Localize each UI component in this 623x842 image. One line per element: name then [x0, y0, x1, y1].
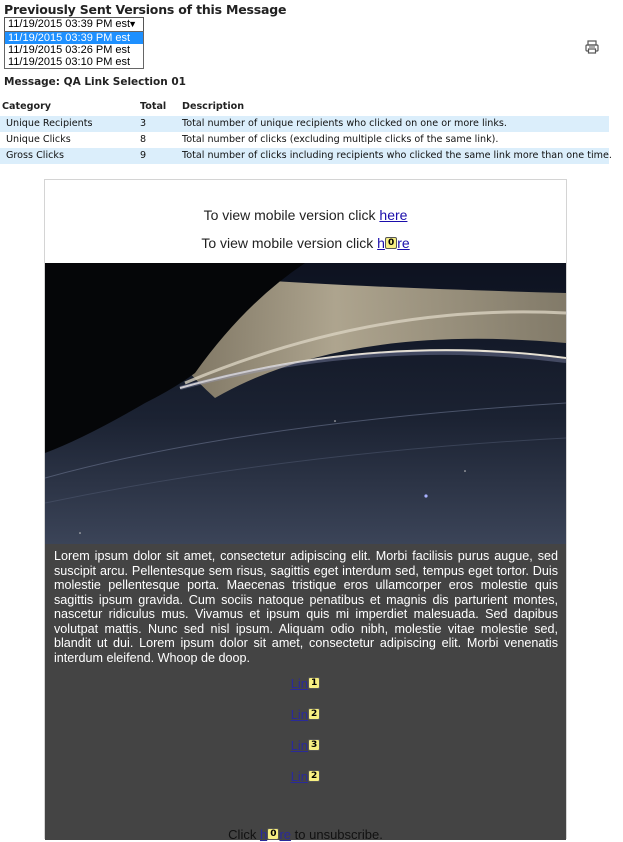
click-count-badge: 2 [308, 708, 320, 720]
tracked-link[interactable] [291, 738, 321, 753]
description-cell: Total number of unique recipients who clicked on one or more links. [182, 118, 507, 129]
category-cell: Gross Clicks [6, 150, 64, 161]
email-preview [44, 179, 567, 842]
stats-table [0, 98, 612, 164]
table-header [0, 98, 609, 116]
link-item [45, 769, 566, 800]
chevron-down-icon: ▼ [128, 19, 137, 29]
category-cell: Unique Clicks [6, 134, 71, 145]
link-text: Lin [290, 676, 309, 691]
table-row [0, 116, 609, 132]
column-header: Category [2, 101, 52, 112]
description-cell: Total number of clicks (excluding multiple clicks of the same link). [182, 134, 499, 145]
link-item [45, 738, 566, 769]
link-text: h [377, 235, 385, 251]
page-title: Previously Sent Versions of this Message [4, 2, 287, 17]
version-dropdown[interactable] [4, 31, 144, 69]
link-item [45, 707, 566, 738]
printer-icon[interactable] [584, 39, 600, 55]
link-item [45, 676, 566, 707]
unsubscribe-line [45, 827, 566, 842]
column-header: Description [182, 101, 245, 112]
link-text: Lin [290, 769, 309, 784]
email-body-section [45, 544, 566, 840]
column-header: Total [140, 101, 167, 112]
mobile-version-link[interactable]: here [379, 207, 408, 223]
link-text: Lin [290, 707, 309, 722]
mobile-version-line [45, 207, 566, 223]
click-count-badge: 3 [308, 739, 320, 751]
mobile-version-text: To view mobile version click [203, 207, 376, 223]
table-row [0, 148, 612, 164]
click-count-badge: 0 [267, 828, 279, 840]
total-cell: 8 [140, 134, 147, 145]
tracked-link[interactable] [291, 676, 321, 691]
click-count-badge: 1 [308, 677, 320, 689]
table-row [0, 132, 609, 148]
unsubscribe-suffix: to unsubscribe. [294, 827, 383, 842]
description-cell: Total number of clicks including recipients who clicked the same link more than one time. [182, 150, 612, 161]
category-cell: Unique Recipients [6, 118, 93, 129]
version-option[interactable]: 11/19/2015 03:26 PM est [8, 44, 131, 56]
click-count-badge: 2 [308, 770, 320, 782]
mobile-version-link[interactable] [377, 235, 410, 251]
link-text: re [279, 827, 292, 842]
saturn-rings-image [45, 263, 566, 544]
total-cell: 9 [140, 150, 147, 161]
unsubscribe-prefix: Click [228, 827, 257, 842]
links-list [45, 676, 566, 800]
total-cell: 3 [140, 118, 147, 129]
mobile-version-text: To view mobile version click [201, 235, 374, 251]
click-count-badge: 0 [385, 237, 397, 249]
version-option[interactable]: 11/19/2015 03:10 PM est [8, 56, 131, 68]
version-select-value: 11/19/2015 03:39 PM est [8, 18, 131, 30]
body-paragraph: Lorem ipsum dolor sit amet, consectetur adipiscing elit. Morbi facilisis purus augue, sed suscipit arcu. Pellentesque sem risus, sagittis eget interdum sed, tempus eget tortor. Duis molestie pellentesque porta. Maecenas tristique eros ullamcorper eros molestie quis sagittis ipsum gravida. Cum sociis natoque penatibus et magnis dis parturient montes, nascetur ridiculus mus. Vivamus et ipsum quis mi imperdiet malesuada. Sed dapibus volutpat mattis. Nunc sed nisl ipsum. Aliquam odio nibh, molestie vitae molestie sed, blandit ut dui. Lorem ipsum dolor sit amet, consectetur adipiscing elit. Morbi venenatis interdum eleifend. Whoop de doop. [54, 549, 558, 665]
message-label: Message: QA Link Selection 01 [4, 76, 186, 88]
version-option[interactable]: 11/19/2015 03:39 PM est [5, 32, 143, 44]
link-text: h [259, 827, 268, 842]
version-select[interactable] [4, 17, 144, 32]
mobile-version-line [45, 235, 566, 251]
link-text: re [397, 235, 410, 251]
link-text: Lin [290, 738, 309, 753]
unsubscribe-link[interactable] [260, 827, 291, 842]
tracked-link[interactable] [291, 769, 321, 784]
tracked-link[interactable] [291, 707, 321, 722]
